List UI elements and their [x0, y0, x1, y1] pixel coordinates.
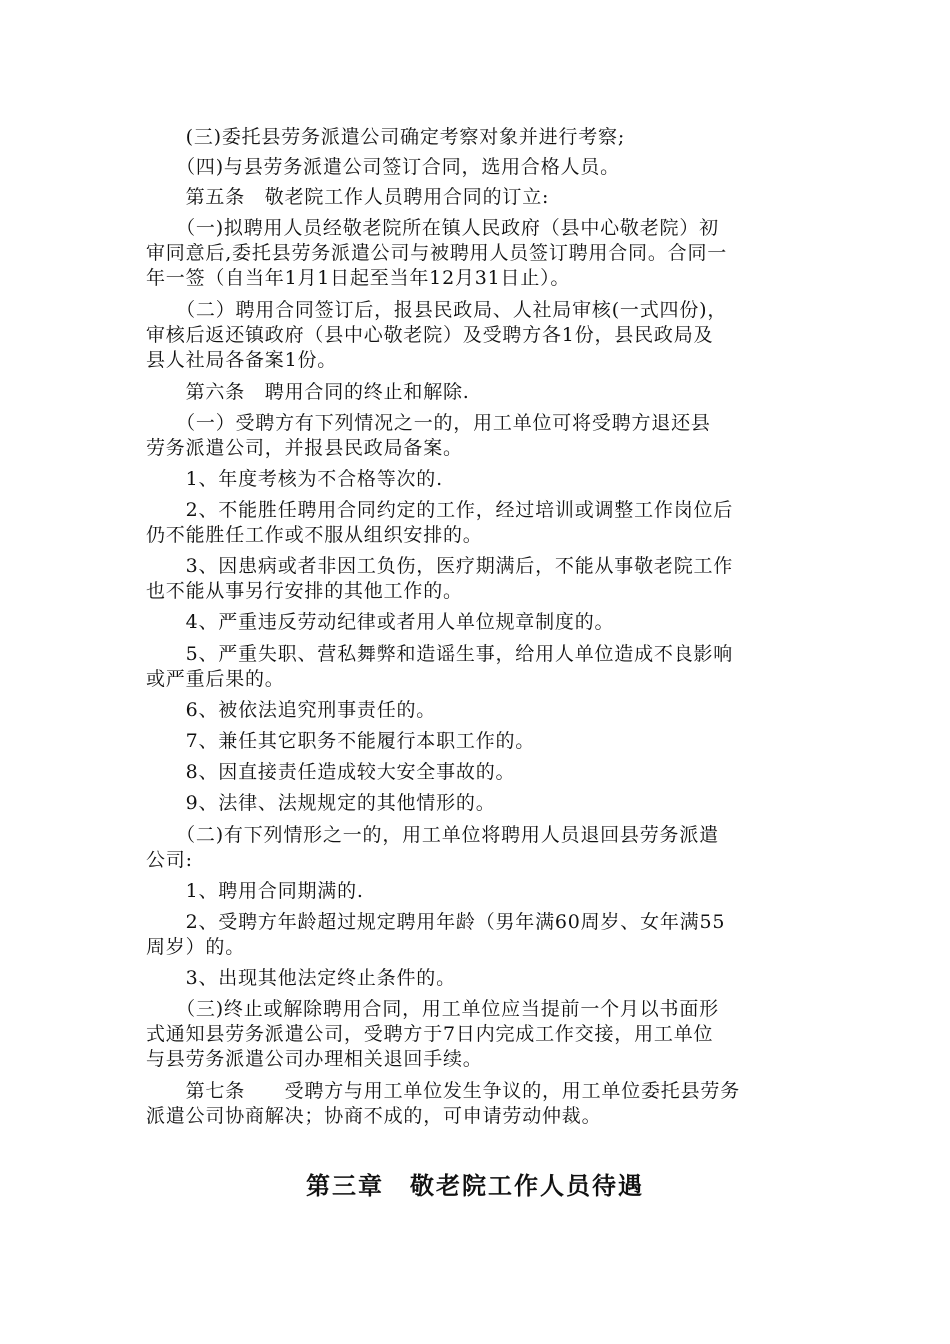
text-line: 2、受聘方年龄超过规定聘用年龄（男年满60周岁、女年满55: [146, 911, 726, 933]
text-line: 县人社局各备案1份。: [146, 349, 338, 371]
text-line: 4、严重违反劳动纪律或者用人单位规章制度的。: [146, 611, 615, 633]
text-line: （三)终止或解除聘用合同，用工单位应当提前一个月以书面形: [146, 998, 719, 1020]
text-line: 1、年度考核为不合格等次的.: [146, 468, 443, 490]
text-line: 派遣公司协商解决；协商不成的，可申请劳动仲裁。: [146, 1105, 602, 1127]
text-line: 6、被依法追究刑事责任的。: [146, 699, 437, 721]
text-line: 公司:: [146, 849, 193, 871]
text-line: (三)委托县劳务派遣公司确定考察对象并进行考察;: [146, 126, 626, 148]
text-line: 第六条 聘用合同的终止和解除.: [146, 381, 470, 403]
text-line: 或严重后果的。: [146, 668, 285, 690]
text-line: （一)拟聘用人员经敬老院所在镇人民政府（县中心敬老院）初: [146, 217, 719, 239]
text-line: 也不能从事另行安排的其他工作的。: [146, 580, 463, 602]
text-line: 仍不能胜任工作或不服从组织安排的。: [146, 524, 483, 546]
text-line: 9、法律、法规规定的其他情形的。: [146, 792, 496, 814]
text-line: 劳务派遣公司，并报县民政局备案。: [146, 437, 463, 459]
text-line: 审同意后,委托县劳务派遣公司与被聘用人员签订聘用合同。合同一: [146, 242, 728, 264]
text-line: （二）聘用合同签订后，报县民政局、人社局审核(一式四份)，: [146, 299, 728, 321]
text-line: （一）受聘方有下列情况之一的，用工单位可将受聘方退还县: [146, 412, 711, 434]
text-line: 年一签（自当年1月1日起至当年12月31日止）。: [146, 267, 571, 289]
text-line: 3、因患病或者非因工负伤，医疗期满后，不能从事敬老院工作: [146, 555, 734, 577]
text-line: （二)有下列情形之一的，用工单位将聘用人员退回县劳务派遣: [146, 824, 719, 846]
text-line: 5、严重失职、营私舞弊和造谣生事，给用人单位造成不良影响: [146, 643, 734, 665]
text-line: 与县劳务派遣公司办理相关退回手续。: [146, 1048, 483, 1070]
chapter-heading: 第三章 敬老院工作人员待遇: [306, 1171, 644, 1200]
text-line: 2、不能胜任聘用合同约定的工作，经过培训或调整工作岗位后: [146, 499, 734, 521]
text-line: 7、兼任其它职务不能履行本职工作的。: [146, 730, 536, 752]
text-line: 第七条 受聘方与用工单位发生争议的，用工单位委托县劳务: [146, 1080, 741, 1102]
text-line: 审核后返还镇政府（县中心敬老院）及受聘方各1份，县民政局及: [146, 324, 714, 346]
text-line: 3、出现其他法定终止条件的。: [146, 967, 456, 989]
text-line: 周岁）的。: [146, 936, 246, 958]
text-line: 1、聘用合同期满的.: [146, 880, 364, 902]
text-line: 8、因直接责任造成较大安全事故的。: [146, 761, 516, 783]
text-line: 式通知县劳务派遣公司，受聘方于7日内完成工作交接，用工单位: [146, 1023, 714, 1045]
text-line: 第五条 敬老院工作人员聘用合同的订立:: [146, 186, 550, 208]
text-line: （四)与县劳务派遣公司签订合同，选用合格人员。: [146, 156, 620, 178]
